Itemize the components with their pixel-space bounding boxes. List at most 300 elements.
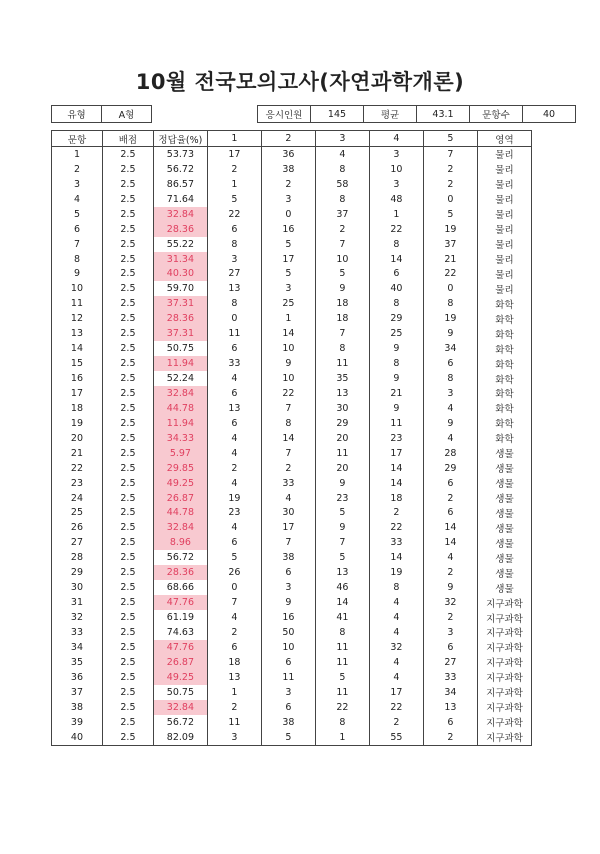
table-row <box>52 192 532 207</box>
choice-3-cell: 2 <box>315 222 369 237</box>
choice-4-cell: 14 <box>369 550 423 565</box>
question-number-cell: 38 <box>52 700 103 715</box>
score-cell: 2.5 <box>102 237 153 252</box>
choice-2-cell: 11 <box>261 670 315 685</box>
choice-5-cell: 19 <box>423 311 477 326</box>
choice-5-cell: 6 <box>423 715 477 730</box>
column-header: 영역 <box>477 131 531 147</box>
score-cell: 2.5 <box>102 491 153 506</box>
choice-1-cell: 5 <box>207 192 261 207</box>
question-number-cell: 1 <box>52 147 103 162</box>
choice-4-cell: 33 <box>369 535 423 550</box>
choice-4-cell: 4 <box>369 595 423 610</box>
question-number-cell: 7 <box>52 237 103 252</box>
choice-1-cell: 13 <box>207 670 261 685</box>
choice-4-cell: 22 <box>369 222 423 237</box>
table-row <box>52 237 532 252</box>
subject-area-cell: 생물 <box>477 461 531 476</box>
subject-area-cell: 지구과학 <box>477 610 531 625</box>
question-number-cell: 27 <box>52 535 103 550</box>
info-gap <box>152 106 258 123</box>
score-cell: 2.5 <box>102 506 153 521</box>
question-number-cell: 11 <box>52 296 103 311</box>
correct-rate-cell: 44.78 <box>153 506 207 521</box>
correct-rate-cell: 74.63 <box>153 625 207 640</box>
correct-rate-cell: 32.84 <box>153 700 207 715</box>
choice-1-cell: 6 <box>207 640 261 655</box>
choice-3-cell: 11 <box>315 685 369 700</box>
choice-5-cell: 2 <box>423 610 477 625</box>
score-cell: 2.5 <box>102 730 153 745</box>
table-row <box>52 610 532 625</box>
choice-4-cell: 40 <box>369 281 423 296</box>
column-header: 정답율(%) <box>153 131 207 147</box>
choice-4-cell: 8 <box>369 237 423 252</box>
choice-2-cell: 2 <box>261 177 315 192</box>
choice-2-cell: 6 <box>261 700 315 715</box>
table-row <box>52 506 532 521</box>
table-row <box>52 356 532 371</box>
column-header: 4 <box>369 131 423 147</box>
type-value: A형 <box>102 106 152 123</box>
correct-rate-cell: 32.84 <box>153 520 207 535</box>
subject-area-cell: 지구과학 <box>477 700 531 715</box>
choice-4-cell: 4 <box>369 610 423 625</box>
subject-area-cell: 물리 <box>477 252 531 267</box>
score-cell: 2.5 <box>102 356 153 371</box>
correct-rate-cell: 32.84 <box>153 207 207 222</box>
choice-3-cell: 8 <box>315 625 369 640</box>
choice-4-cell: 14 <box>369 461 423 476</box>
column-header: 문항 <box>52 131 103 147</box>
score-cell: 2.5 <box>102 640 153 655</box>
table-row <box>52 625 532 640</box>
correct-rate-cell: 26.87 <box>153 655 207 670</box>
choice-2-cell: 3 <box>261 580 315 595</box>
question-number-cell: 37 <box>52 685 103 700</box>
choice-5-cell: 8 <box>423 371 477 386</box>
choice-5-cell: 14 <box>423 535 477 550</box>
question-number-cell: 39 <box>52 715 103 730</box>
choice-2-cell: 38 <box>261 715 315 730</box>
choice-5-cell: 3 <box>423 386 477 401</box>
score-cell: 2.5 <box>102 700 153 715</box>
question-number-cell: 36 <box>52 670 103 685</box>
choice-1-cell: 6 <box>207 416 261 431</box>
table-row <box>52 386 532 401</box>
correct-rate-cell: 68.66 <box>153 580 207 595</box>
subject-area-cell: 물리 <box>477 207 531 222</box>
choice-4-cell: 18 <box>369 491 423 506</box>
correct-rate-cell: 11.94 <box>153 356 207 371</box>
table-row <box>52 296 532 311</box>
choice-2-cell: 9 <box>261 595 315 610</box>
question-number-cell: 35 <box>52 655 103 670</box>
column-header: 3 <box>315 131 369 147</box>
choice-5-cell: 27 <box>423 655 477 670</box>
choice-2-cell: 7 <box>261 446 315 461</box>
column-header: 1 <box>207 131 261 147</box>
question-number-cell: 32 <box>52 610 103 625</box>
correct-rate-cell: 37.31 <box>153 296 207 311</box>
choice-2-cell: 3 <box>261 281 315 296</box>
choice-2-cell: 6 <box>261 565 315 580</box>
correct-rate-cell: 53.73 <box>153 147 207 162</box>
choice-5-cell: 6 <box>423 640 477 655</box>
score-cell: 2.5 <box>102 520 153 535</box>
choice-3-cell: 4 <box>315 147 369 162</box>
score-cell: 2.5 <box>102 416 153 431</box>
choice-1-cell: 6 <box>207 535 261 550</box>
score-cell: 2.5 <box>102 670 153 685</box>
choice-5-cell: 37 <box>423 237 477 252</box>
choice-2-cell: 38 <box>261 550 315 565</box>
choice-1-cell: 2 <box>207 162 261 177</box>
question-number-cell: 34 <box>52 640 103 655</box>
choice-3-cell: 29 <box>315 416 369 431</box>
correct-rate-cell: 86.57 <box>153 177 207 192</box>
subject-area-cell: 물리 <box>477 147 531 162</box>
choice-4-cell: 19 <box>369 565 423 580</box>
choice-2-cell: 1 <box>261 311 315 326</box>
choice-4-cell: 21 <box>369 386 423 401</box>
choice-3-cell: 7 <box>315 237 369 252</box>
correct-rate-cell: 56.72 <box>153 162 207 177</box>
questions-value: 40 <box>523 106 576 123</box>
subject-area-cell: 지구과학 <box>477 640 531 655</box>
question-number-cell: 13 <box>52 326 103 341</box>
choice-5-cell: 34 <box>423 341 477 356</box>
subject-area-cell: 물리 <box>477 237 531 252</box>
choice-2-cell: 17 <box>261 252 315 267</box>
choice-5-cell: 4 <box>423 401 477 416</box>
table-header-row <box>52 131 532 147</box>
choice-2-cell: 16 <box>261 222 315 237</box>
choice-1-cell: 18 <box>207 655 261 670</box>
choice-4-cell: 14 <box>369 476 423 491</box>
table-row <box>52 476 532 491</box>
average-value: 43.1 <box>417 106 470 123</box>
table-row <box>52 416 532 431</box>
questions-label: 문항수 <box>470 106 523 123</box>
correct-rate-cell: 56.72 <box>153 715 207 730</box>
choice-2-cell: 4 <box>261 491 315 506</box>
question-number-cell: 40 <box>52 730 103 745</box>
subject-area-cell: 지구과학 <box>477 655 531 670</box>
subject-area-cell: 물리 <box>477 281 531 296</box>
table-row <box>52 177 532 192</box>
choice-1-cell: 6 <box>207 222 261 237</box>
choice-5-cell: 13 <box>423 700 477 715</box>
choice-3-cell: 41 <box>315 610 369 625</box>
choice-2-cell: 5 <box>261 237 315 252</box>
score-cell: 2.5 <box>102 685 153 700</box>
choice-2-cell: 14 <box>261 431 315 446</box>
subject-area-cell: 지구과학 <box>477 595 531 610</box>
subject-area-cell: 물리 <box>477 222 531 237</box>
choice-1-cell: 3 <box>207 730 261 745</box>
score-cell: 2.5 <box>102 446 153 461</box>
choice-1-cell: 0 <box>207 580 261 595</box>
choice-2-cell: 14 <box>261 326 315 341</box>
score-cell: 2.5 <box>102 207 153 222</box>
choice-3-cell: 7 <box>315 326 369 341</box>
choice-2-cell: 10 <box>261 640 315 655</box>
choice-5-cell: 8 <box>423 296 477 311</box>
choice-5-cell: 0 <box>423 281 477 296</box>
choice-5-cell: 22 <box>423 267 477 282</box>
choice-4-cell: 32 <box>369 640 423 655</box>
choice-4-cell: 3 <box>369 177 423 192</box>
table-row <box>52 252 532 267</box>
choice-1-cell: 19 <box>207 491 261 506</box>
subject-area-cell: 생물 <box>477 565 531 580</box>
correct-rate-cell: 82.09 <box>153 730 207 745</box>
choice-3-cell: 14 <box>315 595 369 610</box>
question-number-cell: 9 <box>52 267 103 282</box>
question-number-cell: 29 <box>52 565 103 580</box>
subject-area-cell: 생물 <box>477 491 531 506</box>
choice-5-cell: 9 <box>423 326 477 341</box>
subject-area-cell: 화학 <box>477 371 531 386</box>
choice-3-cell: 9 <box>315 476 369 491</box>
choice-4-cell: 8 <box>369 356 423 371</box>
score-cell: 2.5 <box>102 715 153 730</box>
choice-4-cell: 14 <box>369 252 423 267</box>
average-label: 평균 <box>364 106 417 123</box>
choice-2-cell: 25 <box>261 296 315 311</box>
question-number-cell: 12 <box>52 311 103 326</box>
correct-rate-cell: 47.76 <box>153 640 207 655</box>
choice-4-cell: 48 <box>369 192 423 207</box>
choice-1-cell: 6 <box>207 386 261 401</box>
correct-rate-cell: 26.87 <box>153 491 207 506</box>
table-row <box>52 461 532 476</box>
choice-2-cell: 33 <box>261 476 315 491</box>
score-cell: 2.5 <box>102 476 153 491</box>
choice-2-cell: 10 <box>261 341 315 356</box>
correct-rate-cell: 34.33 <box>153 431 207 446</box>
choice-4-cell: 23 <box>369 431 423 446</box>
score-cell: 2.5 <box>102 222 153 237</box>
correct-rate-cell: 11.94 <box>153 416 207 431</box>
score-cell: 2.5 <box>102 147 153 162</box>
subject-area-cell: 생물 <box>477 476 531 491</box>
exam-info-table <box>51 105 576 123</box>
correct-rate-cell: 5.97 <box>153 446 207 461</box>
table-row <box>52 491 532 506</box>
subject-area-cell: 생물 <box>477 506 531 521</box>
choice-4-cell: 9 <box>369 401 423 416</box>
choice-2-cell: 0 <box>261 207 315 222</box>
choice-1-cell: 4 <box>207 446 261 461</box>
choice-3-cell: 8 <box>315 715 369 730</box>
choice-4-cell: 4 <box>369 655 423 670</box>
table-row <box>52 700 532 715</box>
table-row <box>52 580 532 595</box>
choice-5-cell: 6 <box>423 506 477 521</box>
choice-4-cell: 17 <box>369 446 423 461</box>
choice-1-cell: 6 <box>207 341 261 356</box>
question-number-cell: 30 <box>52 580 103 595</box>
choice-1-cell: 2 <box>207 700 261 715</box>
choice-1-cell: 1 <box>207 177 261 192</box>
choice-5-cell: 19 <box>423 222 477 237</box>
score-cell: 2.5 <box>102 535 153 550</box>
table-row <box>52 267 532 282</box>
choice-4-cell: 2 <box>369 506 423 521</box>
choice-4-cell: 17 <box>369 685 423 700</box>
table-row <box>52 207 532 222</box>
choice-1-cell: 4 <box>207 476 261 491</box>
table-row <box>52 281 532 296</box>
choice-5-cell: 33 <box>423 670 477 685</box>
score-cell: 2.5 <box>102 192 153 207</box>
choice-3-cell: 13 <box>315 386 369 401</box>
question-number-cell: 6 <box>52 222 103 237</box>
subject-area-cell: 생물 <box>477 580 531 595</box>
correct-rate-cell: 59.70 <box>153 281 207 296</box>
choice-2-cell: 3 <box>261 685 315 700</box>
choice-3-cell: 5 <box>315 670 369 685</box>
choice-3-cell: 58 <box>315 177 369 192</box>
choice-1-cell: 11 <box>207 326 261 341</box>
choice-1-cell: 17 <box>207 147 261 162</box>
correct-rate-cell: 37.31 <box>153 326 207 341</box>
score-cell: 2.5 <box>102 580 153 595</box>
subject-area-cell: 지구과학 <box>477 670 531 685</box>
score-cell: 2.5 <box>102 281 153 296</box>
subject-area-cell: 지구과학 <box>477 625 531 640</box>
choice-4-cell: 29 <box>369 311 423 326</box>
choice-5-cell: 7 <box>423 147 477 162</box>
choice-5-cell: 34 <box>423 685 477 700</box>
answer-stats-table <box>51 130 532 746</box>
score-cell: 2.5 <box>102 162 153 177</box>
choice-3-cell: 20 <box>315 461 369 476</box>
table-row <box>52 431 532 446</box>
score-cell: 2.5 <box>102 267 153 282</box>
column-header: 2 <box>261 131 315 147</box>
correct-rate-cell: 47.76 <box>153 595 207 610</box>
choice-1-cell: 11 <box>207 715 261 730</box>
question-number-cell: 20 <box>52 431 103 446</box>
question-number-cell: 2 <box>52 162 103 177</box>
choice-1-cell: 13 <box>207 401 261 416</box>
correct-rate-cell: 61.19 <box>153 610 207 625</box>
choice-4-cell: 4 <box>369 625 423 640</box>
question-number-cell: 26 <box>52 520 103 535</box>
choice-4-cell: 9 <box>369 341 423 356</box>
table-row <box>52 595 532 610</box>
question-number-cell: 21 <box>52 446 103 461</box>
choice-4-cell: 10 <box>369 162 423 177</box>
choice-3-cell: 8 <box>315 162 369 177</box>
correct-rate-cell: 28.36 <box>153 565 207 580</box>
correct-rate-cell: 44.78 <box>153 401 207 416</box>
choice-4-cell: 8 <box>369 580 423 595</box>
choice-2-cell: 7 <box>261 401 315 416</box>
choice-5-cell: 2 <box>423 162 477 177</box>
score-cell: 2.5 <box>102 401 153 416</box>
choice-1-cell: 13 <box>207 281 261 296</box>
choice-5-cell: 6 <box>423 356 477 371</box>
correct-rate-cell: 31.34 <box>153 252 207 267</box>
correct-rate-cell: 40.30 <box>153 267 207 282</box>
subject-area-cell: 생물 <box>477 535 531 550</box>
choice-3-cell: 18 <box>315 296 369 311</box>
choice-5-cell: 3 <box>423 625 477 640</box>
choice-2-cell: 10 <box>261 371 315 386</box>
choice-2-cell: 16 <box>261 610 315 625</box>
table-row <box>52 147 532 162</box>
choice-2-cell: 9 <box>261 356 315 371</box>
question-number-cell: 31 <box>52 595 103 610</box>
subject-area-cell: 지구과학 <box>477 730 531 745</box>
question-number-cell: 16 <box>52 371 103 386</box>
subject-area-cell: 생물 <box>477 446 531 461</box>
choice-5-cell: 21 <box>423 252 477 267</box>
question-number-cell: 18 <box>52 401 103 416</box>
subject-area-cell: 화학 <box>477 341 531 356</box>
subject-area-cell: 생물 <box>477 550 531 565</box>
choice-2-cell: 3 <box>261 192 315 207</box>
choice-2-cell: 17 <box>261 520 315 535</box>
score-cell: 2.5 <box>102 461 153 476</box>
choice-4-cell: 4 <box>369 670 423 685</box>
score-cell: 2.5 <box>102 371 153 386</box>
score-cell: 2.5 <box>102 386 153 401</box>
question-number-cell: 23 <box>52 476 103 491</box>
table-row <box>52 371 532 386</box>
score-cell: 2.5 <box>102 431 153 446</box>
subject-area-cell: 물리 <box>477 267 531 282</box>
choice-3-cell: 1 <box>315 730 369 745</box>
table-row <box>52 730 532 745</box>
choice-3-cell: 11 <box>315 446 369 461</box>
score-cell: 2.5 <box>102 177 153 192</box>
choice-2-cell: 8 <box>261 416 315 431</box>
table-row <box>52 670 532 685</box>
choice-1-cell: 2 <box>207 625 261 640</box>
choice-1-cell: 7 <box>207 595 261 610</box>
choice-1-cell: 22 <box>207 207 261 222</box>
choice-1-cell: 4 <box>207 520 261 535</box>
choice-5-cell: 29 <box>423 461 477 476</box>
choice-3-cell: 11 <box>315 655 369 670</box>
choice-2-cell: 5 <box>261 730 315 745</box>
correct-rate-cell: 56.72 <box>153 550 207 565</box>
choice-1-cell: 1 <box>207 685 261 700</box>
table-row <box>52 550 532 565</box>
question-number-cell: 17 <box>52 386 103 401</box>
page-title: 10월 전국모의고사(자연과학개론) <box>135 70 465 94</box>
choice-1-cell: 4 <box>207 610 261 625</box>
subject-area-cell: 지구과학 <box>477 715 531 730</box>
choice-5-cell: 5 <box>423 207 477 222</box>
question-number-cell: 5 <box>52 207 103 222</box>
choice-4-cell: 22 <box>369 520 423 535</box>
choice-2-cell: 7 <box>261 535 315 550</box>
choice-5-cell: 4 <box>423 431 477 446</box>
choice-4-cell: 1 <box>369 207 423 222</box>
question-number-cell: 28 <box>52 550 103 565</box>
choice-5-cell: 6 <box>423 476 477 491</box>
subject-area-cell: 물리 <box>477 162 531 177</box>
choice-1-cell: 8 <box>207 237 261 252</box>
choice-1-cell: 3 <box>207 252 261 267</box>
choice-3-cell: 11 <box>315 640 369 655</box>
